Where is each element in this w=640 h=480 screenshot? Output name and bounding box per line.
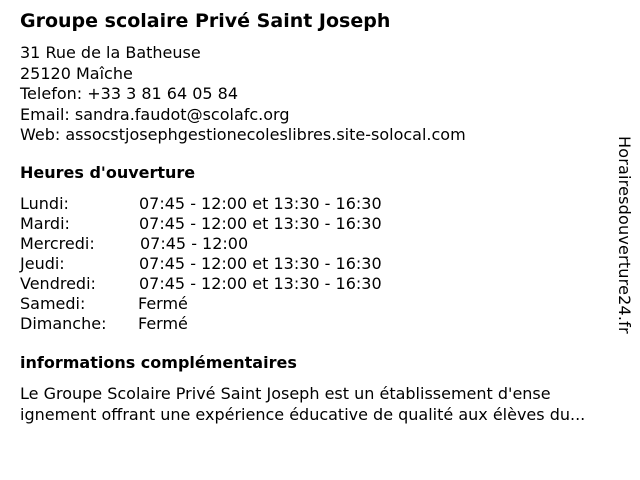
contact-block xyxy=(20,43,466,146)
opening-hours-table xyxy=(20,194,440,334)
day-hours: Fermé xyxy=(138,294,188,313)
email-text: Email: sandra.faudot@scolafc.org xyxy=(20,104,290,124)
day-hours: 07:45 - 12:00 et 13:30 - 16:30 xyxy=(139,254,382,273)
info-line: ignement offrant une expérience éducative de qualité aux élèves du... xyxy=(20,404,586,424)
day-hours: 07:45 - 12:00 et 13:30 - 16:30 xyxy=(139,274,382,293)
hours-row-thursday xyxy=(20,254,440,274)
day-label: Mercredi: xyxy=(20,234,95,253)
hours-row-monday xyxy=(20,194,440,214)
day-label: Dimanche: xyxy=(20,314,107,333)
day-label: Jeudi: xyxy=(20,254,65,273)
day-label: Mardi: xyxy=(20,214,70,233)
hours-row-saturday xyxy=(20,294,440,314)
hours-row-wednesday xyxy=(20,234,440,254)
day-label: Lundi: xyxy=(20,194,69,213)
address-city: 25120 Maîche xyxy=(20,63,133,83)
day-label: Vendredi: xyxy=(20,274,96,293)
hours-row-friday xyxy=(20,274,440,294)
day-hours: Fermé xyxy=(138,314,188,333)
day-hours: 07:45 - 12:00 xyxy=(140,234,249,253)
info-line: Le Groupe Scolaire Privé Saint Joseph est un établissement d'ense xyxy=(20,384,551,403)
additional-info-heading: informations complémentaires xyxy=(20,353,297,372)
day-hours: 07:45 - 12:00 et 13:30 - 16:30 xyxy=(139,214,382,233)
website-text: Web: assocstjosephgestionecoleslibres.site-solocal.com xyxy=(20,125,466,144)
phone-text: Telefon: +33 3 81 64 05 84 xyxy=(20,84,239,103)
day-hours: 07:45 - 12:00 et 13:30 - 16:30 xyxy=(139,194,382,213)
hours-row-sunday xyxy=(20,314,440,334)
site-brand-watermark: Horairesdouverture24.fr xyxy=(615,136,634,334)
additional-info-text xyxy=(20,384,630,425)
business-name: Groupe scolaire Privé Saint Joseph xyxy=(20,10,391,32)
hours-row-tuesday xyxy=(20,214,440,234)
opening-hours-heading: Heures d'ouverture xyxy=(20,163,196,182)
address-street: 31 Rue de la Batheuse xyxy=(20,43,201,62)
day-label: Samedi: xyxy=(20,294,86,313)
